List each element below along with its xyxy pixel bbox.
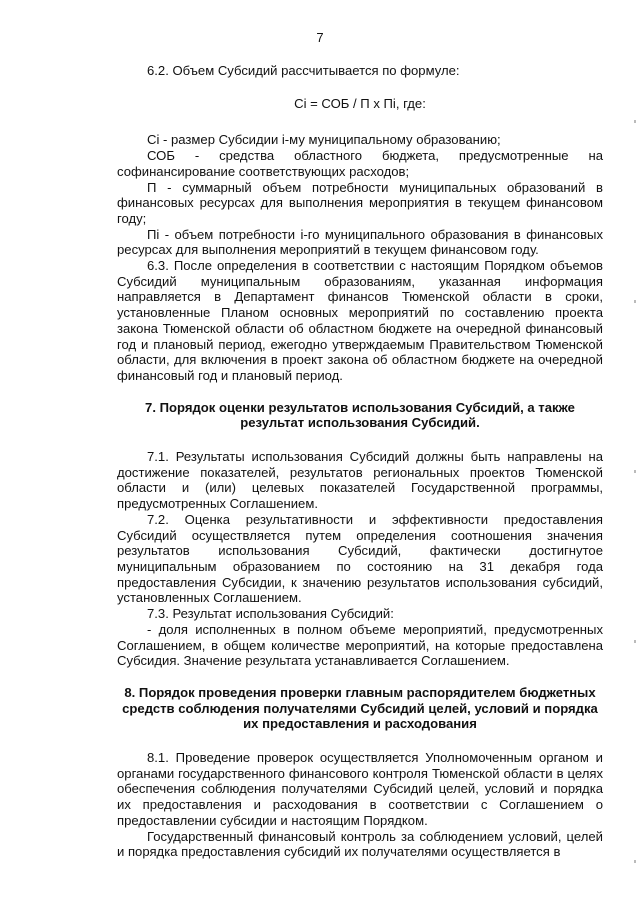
scan-mark: [634, 640, 636, 643]
definition-pi: Пi - объем потребности i-го муниципального образования в финансовых ресурсах для выполнения мероприятий в текущем финансовом году.: [117, 226, 603, 258]
paragraph-8-2: Государственный финансовый контроль за соблюдением условий, целей и порядка предоставления субсидий их получателями осуществляется в: [117, 828, 603, 860]
paragraph-6-3: 6.3. После определения в соответствии с настоящим Порядком объемов Субсидий муниципальным образованиям, указанная информация направляется в Департамент финансов Тюменской области в сроки, установленные Планом основных мероприятий по составлению проекта закона Тюменской области об областном бюджете на очередной финансовый год и плановый период, ежегодно утверждаемым Правительством Тюменской области, для включения в проект закона об областном бюджете на очередной финансовый год и плановый период.: [117, 258, 603, 383]
scan-mark: [634, 120, 636, 123]
scan-mark: [634, 470, 636, 473]
page-number: 7: [316, 30, 324, 45]
document-body: [117, 63, 603, 860]
paragraph-7-1: 7.1. Результаты использования Субсидий должны быть направлены на достижение показателей, результатов региональных проектов Тюменской области и (или) целевых показателей Государственной программы, предусмотренных Соглашением.: [117, 449, 603, 512]
paragraph-7-3: 7.3. Результат использования Субсидий:: [147, 606, 394, 622]
paragraph-7-2: 7.2. Оценка результативности и эффективности предоставления Субсидий осуществляется путем определения соотношения значения результатов использования Субсидий, фактически достигнутое муниципальным образованием по состоянию на 31 декабря года предоставления Субсидии, к значению результатов использования субсидий, установленных Соглашением.: [117, 511, 603, 606]
definition-p: П - суммарный объем потребности муниципальных образований в финансовых ресурсах для выполнения мероприятия в текущем финансовом году;: [117, 179, 603, 226]
definition-sob: СОБ - средства областного бюджета, предусмотренные на софинансирование соответствующих расходов;: [117, 148, 603, 179]
formula: Ci = СОБ / П x Пi, где:: [294, 95, 426, 111]
section-7-heading: 7. Порядок оценки результатов использования Субсидий, а также результат использования Субсидий.: [145, 399, 575, 431]
scan-mark: [634, 300, 636, 303]
paragraph-6-2: 6.2. Объем Субсидий рассчитывается по формуле:: [147, 63, 460, 78]
scan-mark: [634, 860, 636, 863]
paragraph-7-3-item: - доля исполненных в полном объеме мероприятий, предусмотренных Соглашением, в общем количестве мероприятий, на которые предоставлена Субсидия. Значение результата устанавливается Соглашением.: [117, 621, 603, 669]
paragraph-8-1: 8.1. Проведение проверок осуществляется Уполномоченным органом и органами государственного финансового контроля Тюменской области в целях обеспечения соблюдения получателями Субсидий целей, условий и порядка их предоставления и расходования в соответствии с Соглашением о предоставлении субсидии и настоящим Порядком.: [117, 750, 603, 828]
definition-ci: Ci - размер Субсидии i-му муниципальному образованию;: [147, 132, 501, 148]
section-8-heading: 8. Порядок проведения проверки главным распорядителем бюджетных средств соблюдения получателями Субсидий целей, условий и порядка их предоставления и расходования: [122, 684, 598, 732]
